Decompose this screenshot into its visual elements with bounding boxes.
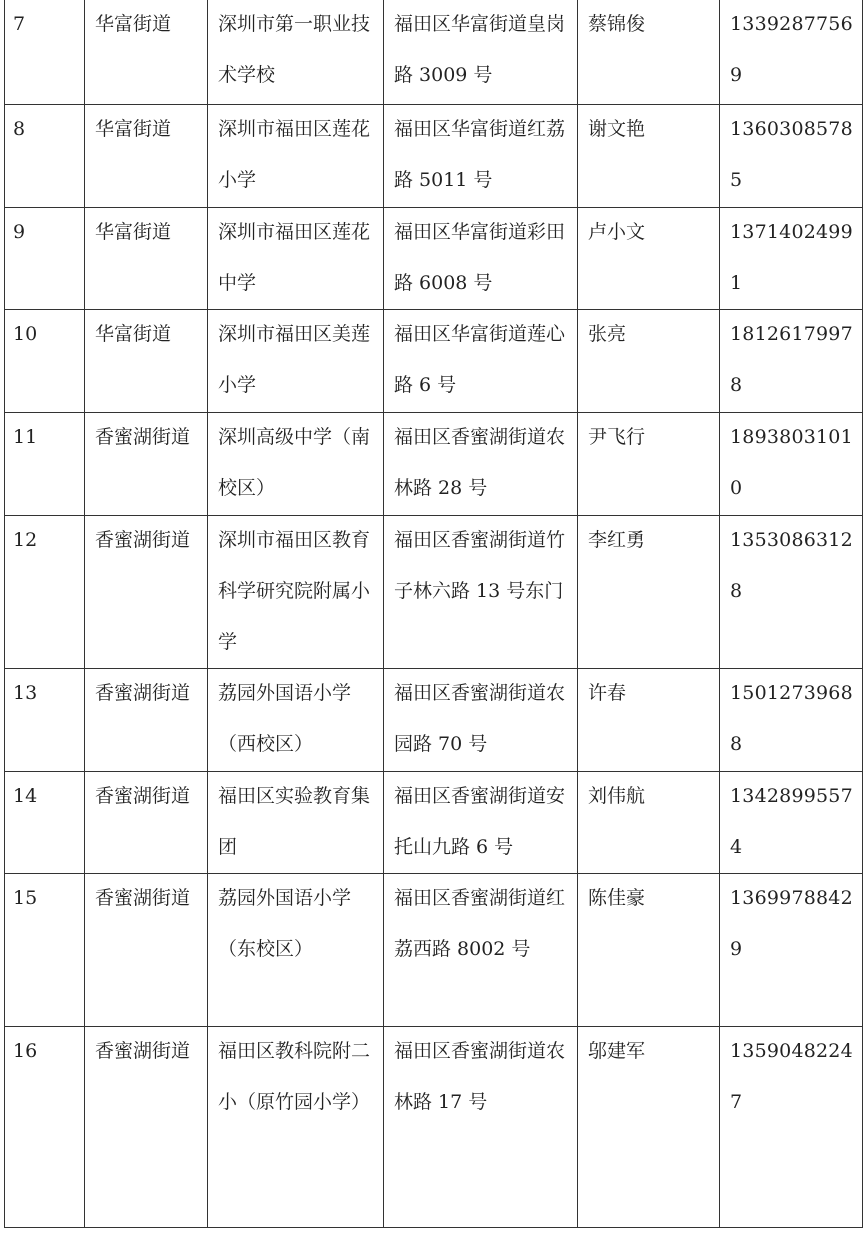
street-cell	[85, 309, 208, 412]
address-text: 福田区华富街道莲心路 6 号	[394, 322, 566, 396]
contact-name: 李红勇	[588, 528, 646, 551]
phone-number: 13590482247	[730, 1039, 853, 1113]
table-row	[5, 771, 863, 873]
table-body	[5, 0, 863, 1227]
address-cell	[384, 515, 578, 668]
address-text: 福田区香蜜湖街道红荔西路 8002 号	[394, 886, 566, 960]
row-number: 11	[13, 425, 38, 448]
school-cell	[208, 412, 384, 515]
row-number-cell	[5, 771, 85, 873]
table-row	[5, 0, 863, 104]
phone-number: 18938031010	[730, 425, 853, 499]
street-name: 香蜜湖街道	[95, 528, 191, 551]
table-row	[5, 412, 863, 515]
school-cell	[208, 515, 384, 668]
row-number-cell	[5, 873, 85, 1026]
address-text: 福田区华富街道红荔路 5011 号	[394, 117, 566, 191]
table-row	[5, 207, 863, 309]
street-cell	[85, 668, 208, 771]
contact-cell	[578, 412, 720, 515]
address-text: 福田区香蜜湖街道竹子林六路 13 号东门	[394, 528, 566, 602]
contact-cell	[578, 104, 720, 207]
street-name: 香蜜湖街道	[95, 886, 191, 909]
row-number-cell	[5, 104, 85, 207]
address-cell	[384, 0, 578, 104]
row-number: 15	[13, 886, 38, 909]
street-name: 华富街道	[95, 220, 172, 243]
street-cell	[85, 207, 208, 309]
table-row	[5, 515, 863, 668]
row-number-cell	[5, 0, 85, 104]
school-cell	[208, 104, 384, 207]
phone-cell	[720, 873, 863, 1026]
address-cell	[384, 873, 578, 1026]
school-cell	[208, 309, 384, 412]
school-cell	[208, 873, 384, 1026]
row-number-cell	[5, 412, 85, 515]
street-name: 香蜜湖街道	[95, 681, 191, 704]
school-name: 深圳市福田区美莲小学	[218, 322, 371, 396]
phone-number: 13714024991	[730, 220, 853, 294]
address-cell	[384, 207, 578, 309]
school-name: 深圳市福田区莲花中学	[218, 220, 371, 294]
phone-number: 18126179978	[730, 322, 853, 396]
row-number: 8	[13, 117, 26, 140]
table-row	[5, 104, 863, 207]
phone-cell	[720, 207, 863, 309]
contact-name: 蔡锦俊	[588, 13, 646, 35]
street-name: 华富街道	[95, 13, 172, 35]
row-number-cell	[5, 1026, 85, 1227]
contact-name: 许春	[588, 681, 627, 704]
phone-cell	[720, 104, 863, 207]
address-text: 福田区香蜜湖街道农园路 70 号	[394, 681, 566, 755]
street-name: 香蜜湖街道	[95, 1039, 191, 1062]
school-name: 荔园外国语小学（东校区）	[218, 886, 352, 960]
table-row	[5, 873, 863, 1026]
address-text: 福田区香蜜湖街道农林路 17 号	[394, 1039, 566, 1113]
contact-cell	[578, 873, 720, 1026]
phone-cell	[720, 668, 863, 771]
school-cell	[208, 0, 384, 104]
contact-name: 刘伟航	[588, 784, 646, 807]
row-number-cell	[5, 515, 85, 668]
table-row	[5, 668, 863, 771]
contact-cell	[578, 207, 720, 309]
row-number: 13	[13, 681, 38, 704]
street-name: 华富街道	[95, 117, 172, 140]
address-cell	[384, 1026, 578, 1227]
street-cell	[85, 0, 208, 104]
row-number: 9	[13, 220, 26, 243]
row-number: 12	[13, 528, 38, 551]
row-number-cell	[5, 309, 85, 412]
street-cell	[85, 104, 208, 207]
street-name: 香蜜湖街道	[95, 425, 191, 448]
phone-number: 15012739688	[730, 681, 853, 755]
row-number: 7	[13, 13, 26, 35]
school-cell	[208, 771, 384, 873]
contact-cell	[578, 771, 720, 873]
phone-cell	[720, 771, 863, 873]
school-cell	[208, 668, 384, 771]
row-number: 14	[13, 784, 38, 807]
contact-name: 尹飞行	[588, 425, 646, 448]
address-text: 福田区华富街道皇岗路 3009 号	[394, 13, 566, 86]
table-row	[5, 1026, 863, 1227]
row-number-cell	[5, 668, 85, 771]
phone-number: 13699788429	[730, 886, 853, 960]
phone-cell	[720, 412, 863, 515]
school-name: 福田区教科院附二小（原竹园小学）	[218, 1039, 371, 1113]
street-cell	[85, 515, 208, 668]
address-text: 福田区华富街道彩田路 6008 号	[394, 220, 566, 294]
phone-number: 13603085785	[730, 117, 853, 191]
table-row	[5, 309, 863, 412]
phone-number: 13392877569	[730, 13, 853, 86]
contact-name: 谢文艳	[588, 117, 646, 140]
address-cell	[384, 412, 578, 515]
contact-cell	[578, 0, 720, 104]
school-contact-table	[4, 0, 863, 1228]
phone-number: 13530863128	[730, 528, 853, 602]
school-cell	[208, 1026, 384, 1227]
street-name: 香蜜湖街道	[95, 784, 191, 807]
phone-cell	[720, 515, 863, 668]
school-name: 深圳市福田区教育科学研究院附属小学	[218, 528, 371, 653]
contact-name: 张亮	[588, 322, 627, 345]
row-number: 10	[13, 322, 38, 345]
street-cell	[85, 1026, 208, 1227]
phone-cell	[720, 309, 863, 412]
address-cell	[384, 104, 578, 207]
address-text: 福田区香蜜湖街道农林路 28 号	[394, 425, 566, 499]
street-cell	[85, 412, 208, 515]
contact-cell	[578, 309, 720, 412]
address-text: 福田区香蜜湖街道安托山九路 6 号	[394, 784, 566, 858]
street-name: 华富街道	[95, 322, 172, 345]
row-number: 16	[13, 1039, 38, 1062]
street-cell	[85, 873, 208, 1026]
address-cell	[384, 668, 578, 771]
school-name: 荔园外国语小学（西校区）	[218, 681, 352, 755]
phone-number: 13428995574	[730, 784, 853, 858]
address-cell	[384, 309, 578, 412]
school-name: 深圳高级中学（南校区）	[218, 425, 371, 499]
school-cell	[208, 207, 384, 309]
phone-cell	[720, 0, 863, 104]
school-name: 深圳市第一职业技术学校	[218, 13, 371, 86]
contact-name: 卢小文	[588, 220, 646, 243]
phone-cell	[720, 1026, 863, 1227]
contact-name: 陈佳豪	[588, 886, 646, 909]
contact-name: 邬建军	[588, 1039, 646, 1062]
contact-cell	[578, 515, 720, 668]
contact-cell	[578, 1026, 720, 1227]
row-number-cell	[5, 207, 85, 309]
school-name: 深圳市福田区莲花小学	[218, 117, 371, 191]
street-cell	[85, 771, 208, 873]
contact-cell	[578, 668, 720, 771]
school-name: 福田区实验教育集团	[218, 784, 371, 858]
address-cell	[384, 771, 578, 873]
